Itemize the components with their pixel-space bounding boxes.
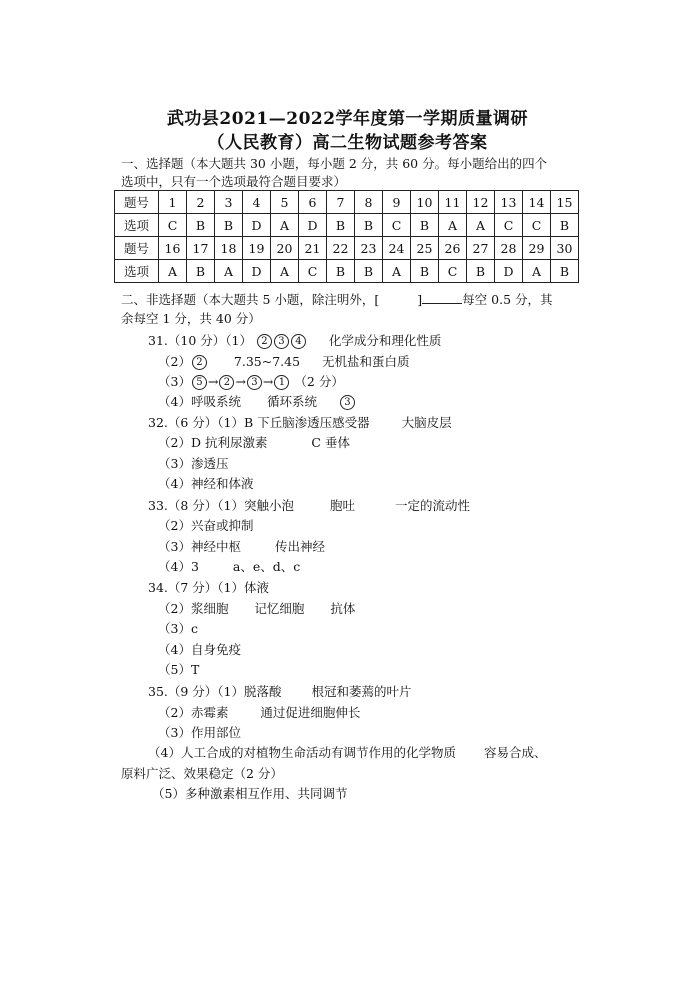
question-number-cell: 14	[523, 191, 551, 214]
question-number-cell: 4	[243, 191, 271, 214]
q31-label: 31.（10 分）（1）	[148, 333, 252, 348]
answer-option-cell: B	[327, 214, 355, 237]
question-number-cell: 11	[439, 191, 467, 214]
q31-answer-text: 无机盐和蛋白质	[322, 354, 410, 369]
question-number-cell: 1	[159, 191, 187, 214]
question-number-cell: 30	[551, 237, 579, 260]
question-number-cell: 22	[327, 237, 355, 260]
question-number-cell: 17	[187, 237, 215, 260]
question-number-cell: 6	[299, 191, 327, 214]
question-number-cell: 3	[215, 191, 243, 214]
q33-answer-text: 33.（8 分）（1）突触小泡	[148, 498, 295, 513]
answer-option-cell: A	[439, 214, 467, 237]
arrow: →	[207, 374, 219, 389]
question-number-cell: 2	[187, 191, 215, 214]
section2-heading-cont: 余每空 1 分，共 40 分）	[121, 311, 261, 326]
answer-option-cell: D	[243, 214, 271, 237]
answer-option-cell: A	[383, 260, 411, 283]
question-number-cell: 7	[327, 191, 355, 214]
answer-option-cell: C	[439, 260, 467, 283]
arrow: →	[235, 374, 246, 389]
section2-heading-pre: 二、非选择题（本大题共 5 小题，除注明外，[	[121, 292, 380, 307]
table-row-answers-2	[115, 260, 579, 283]
q31-ph-range: 7.35~7.45	[233, 354, 301, 369]
q32-answer-text: （2）D 抗利尿激素	[158, 435, 268, 450]
underline-blank	[422, 293, 462, 304]
question-number-cell: 23	[355, 237, 383, 260]
q35-line4-cont: 原料广泛、效果稳定（2 分）	[121, 766, 283, 781]
q34-line3: （3）c	[158, 621, 198, 636]
q35-line1	[148, 682, 412, 700]
q34-line4: （4）自身免疫	[158, 642, 241, 657]
q31-sub-label: （3）	[158, 374, 191, 389]
answer-option-cell: B	[551, 214, 579, 237]
q35-answer-text: 容易合成、	[483, 745, 547, 760]
page-title: 武功县2021—2022学年度第一学期质量调研	[166, 109, 529, 129]
answer-option-cell: B	[411, 214, 439, 237]
circled-number: 2	[192, 355, 207, 370]
q31-answer-text: 化学成分和理化性质	[328, 333, 442, 348]
q35-answer-text: 根冠和萎蔫的叶片	[311, 684, 412, 699]
q35-answer-text: 35.（9 分）（1）脱落酸	[148, 684, 282, 699]
circled-number: 3	[340, 395, 355, 410]
q35-line3: （3）作用部位	[158, 725, 241, 740]
answer-option-cell: B	[355, 260, 383, 283]
section2-heading-tail: 每空 0.5 分，其	[462, 292, 553, 307]
question-number-cell: 29	[523, 237, 551, 260]
row-label-option: 选项	[115, 260, 159, 283]
page-subtitle: （人民教育）高二生物试题参考答案	[207, 133, 488, 153]
q31-line3	[158, 372, 344, 390]
answer-option-cell: A	[271, 260, 299, 283]
circled-number: 3	[247, 375, 262, 390]
answer-option-cell: B	[467, 260, 495, 283]
q32-line2	[158, 433, 350, 451]
q35-line4	[148, 743, 546, 761]
q31-sub-label: （2）	[158, 354, 191, 369]
table-row-answers-1	[115, 214, 579, 237]
question-number-cell: 9	[383, 191, 411, 214]
answer-option-cell: A	[215, 260, 243, 283]
q33-answer-text: （4）3	[158, 559, 199, 574]
question-number-cell: 19	[243, 237, 271, 260]
answer-option-cell: C	[159, 214, 187, 237]
q33-line1	[148, 496, 470, 514]
q34-line5: （5）T	[158, 662, 200, 677]
answer-option-cell: D	[243, 260, 271, 283]
table-row-numbers-1	[115, 191, 579, 214]
question-number-cell: 5	[271, 191, 299, 214]
circled-number: 2	[257, 334, 272, 349]
q34-line1: 34.（7 分）（1）体液	[148, 580, 270, 595]
q31-line1	[148, 331, 441, 349]
question-number-cell: 8	[355, 191, 383, 214]
q32-answer-text: 大脑皮层	[401, 415, 452, 430]
answer-option-cell: B	[327, 260, 355, 283]
answer-option-cell: C	[383, 214, 411, 237]
question-number-cell: 10	[411, 191, 439, 214]
q35-line2	[158, 703, 360, 721]
question-number-cell: 21	[299, 237, 327, 260]
q33-answer-text: 一定的流动性	[394, 498, 470, 513]
question-number-cell: 18	[215, 237, 243, 260]
q31-points: （2 分）	[294, 374, 344, 389]
circled-number: 5	[192, 375, 207, 390]
answer-option-cell: B	[187, 214, 215, 237]
answer-option-cell: A	[467, 214, 495, 237]
arrow: →	[262, 374, 274, 389]
q33-line3	[158, 537, 325, 555]
q35-answer-text: （4）人工合成的对植物生命活动有调节作用的化学物质	[148, 745, 456, 760]
q35-line5: （5）多种激素相互作用、共同调节	[152, 786, 348, 801]
row-label-number: 题号	[115, 237, 159, 260]
answer-option-cell: B	[187, 260, 215, 283]
circled-number: 4	[291, 334, 306, 349]
row-label-number: 题号	[115, 191, 159, 214]
q32-answer-text: C 垂体	[311, 435, 350, 450]
question-number-cell: 15	[551, 191, 579, 214]
answer-option-cell: B	[355, 214, 383, 237]
q34-answer-text: （2）浆细胞	[158, 601, 229, 616]
answer-option-cell: A	[271, 214, 299, 237]
q33-answer-text: 胞吐	[329, 498, 355, 513]
answer-option-cell: B	[551, 260, 579, 283]
q31-line4	[158, 392, 356, 410]
q31-answer-text: 循环系统	[266, 394, 317, 409]
row-label-option: 选项	[115, 214, 159, 237]
answer-option-cell: C	[523, 214, 551, 237]
question-number-cell: 26	[439, 237, 467, 260]
answer-option-cell: B	[215, 214, 243, 237]
question-number-cell: 28	[495, 237, 523, 260]
question-number-cell: 25	[411, 237, 439, 260]
question-number-cell: 13	[495, 191, 523, 214]
q33-line2: （2）兴奋或抑制	[158, 518, 254, 533]
circled-number: 3	[274, 334, 289, 349]
answer-option-cell: A	[523, 260, 551, 283]
answer-option-cell: D	[299, 214, 327, 237]
q32-line1	[148, 413, 452, 431]
circled-number: 1	[274, 375, 289, 390]
q32-answer-text: 32.（6 分）（1）B 下丘脑渗透压感受器	[148, 415, 370, 430]
q33-answer-text: a、e、d、c	[232, 559, 301, 574]
question-number-cell: 27	[467, 237, 495, 260]
section2-heading-bracket: ]	[417, 292, 423, 307]
q34-line2	[158, 599, 355, 617]
q35-answer-text: （2）赤霉素	[158, 705, 229, 720]
q34-answer-text: 抗体	[330, 601, 356, 616]
section1-heading: 一、选择题（本大题共 30 小题，每小题 2 分，共 60 分。每小题给出的四个	[121, 156, 548, 171]
q34-answer-text: 记忆细胞	[254, 601, 305, 616]
answer-option-cell: C	[495, 214, 523, 237]
question-number-cell: 20	[271, 237, 299, 260]
q33-answer-text: （3）神经中枢	[158, 539, 241, 554]
table-row-numbers-2	[115, 237, 579, 260]
circled-number: 2	[219, 375, 234, 390]
q33-line4	[158, 557, 300, 575]
q35-answer-text: 通过促进细胞伸长	[260, 705, 361, 720]
q33-answer-text: 传出神经	[274, 539, 325, 554]
answer-option-cell: D	[495, 260, 523, 283]
answer-option-cell: C	[299, 260, 327, 283]
question-number-cell: 16	[159, 237, 187, 260]
q31-line2	[158, 352, 410, 370]
q31-answer-text: （4）呼吸系统	[158, 394, 241, 409]
q32-line4: （4）神经和体液	[158, 476, 254, 491]
answer-option-cell: B	[411, 260, 439, 283]
q32-line3: （3）渗透压	[158, 456, 229, 471]
question-number-cell: 24	[383, 237, 411, 260]
section1-heading-cont: 选项中，只有一个选项最符合题目要求）	[121, 174, 347, 189]
section2-heading	[121, 290, 553, 308]
question-number-cell: 12	[467, 191, 495, 214]
answer-option-cell: A	[159, 260, 187, 283]
choice-answer-table	[114, 190, 579, 283]
